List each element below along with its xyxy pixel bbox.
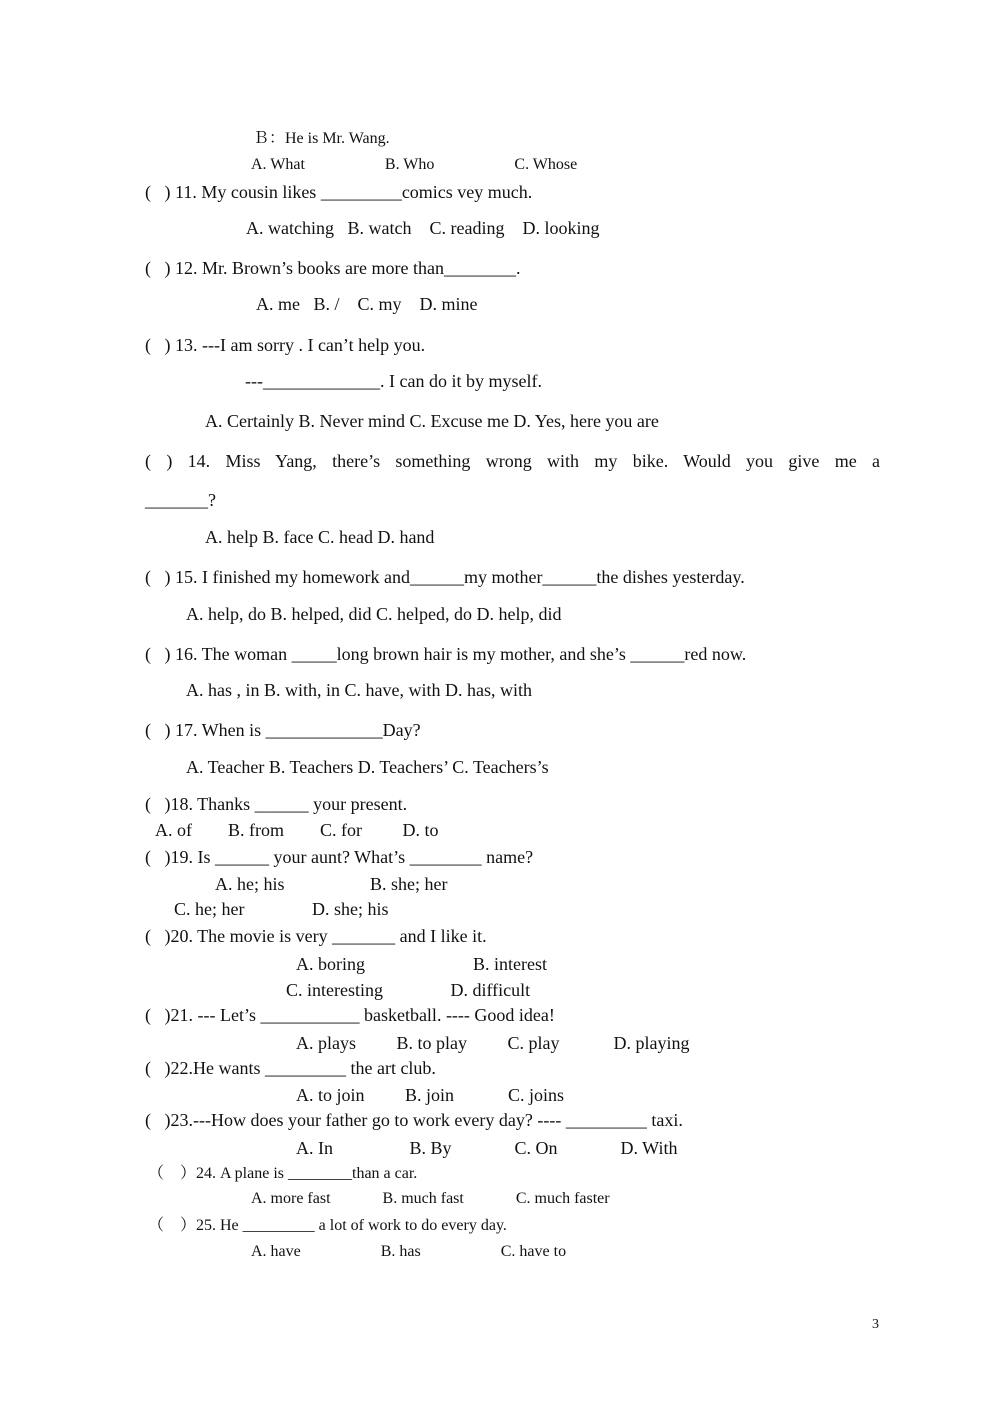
options-q23: A. In B. By C. On D. With	[296, 1138, 678, 1158]
question-22: ( )22.He wants _________ the art club.	[145, 1058, 436, 1078]
options-q24: A. more fast B. much fast C. much faster	[251, 1190, 610, 1207]
question-13: ( ) 13. ---I am sorry . I can’t help you.	[145, 335, 426, 355]
question-24: （ ）24. A plane is ________than a car.	[148, 1165, 418, 1182]
page-number: 3	[872, 1317, 879, 1332]
options-q15: A. help, do B. helped, did C. helped, do D. help, did	[186, 604, 562, 624]
question-14: ( ) 14. Miss Yang, there’s something wrong with my bike. Would you give me a	[145, 451, 880, 471]
question-17: ( ) 17. When is _____________Day?	[145, 720, 421, 740]
options-q21: A. plays B. to play C. play D. playing	[296, 1033, 690, 1053]
options-q18: A. of B. from C. for D. to	[155, 820, 439, 840]
question-16: ( ) 16. The woman _____long brown hair is my mother, and she’s ______red now.	[145, 644, 747, 664]
question-12: ( ) 12. Mr. Brown’s books are more than________.	[145, 258, 521, 278]
options-q17: A. Teacher B. Teachers D. Teachers’ C. Teachers’s	[186, 757, 549, 777]
options-q25: A. have B. has C. have to	[251, 1243, 567, 1260]
options-q13: A. Certainly B. Never mind C. Excuse me D. Yes, here you are	[205, 411, 659, 431]
question-21: ( )21. --- Let’s ___________ basketball. ---- Good idea!	[145, 1005, 555, 1025]
options-q12: A. me B. / C. my D. mine	[256, 294, 478, 314]
options-q16: A. has , in B. with, in C. have, with D. has, with	[186, 680, 532, 700]
options-q20-row2: C. interesting D. difficult	[286, 980, 531, 1000]
options-q19-row2: C. he; her D. she; his	[174, 899, 389, 919]
options-q11: A. watching B. watch C. reading D. looking	[246, 218, 600, 238]
options-q19-row1: A. he; his B. she; her	[215, 874, 448, 894]
question-19: ( )19. Is ______ your aunt? What’s ________ name?	[145, 847, 534, 867]
question-14-blank: _______?	[145, 490, 216, 510]
options-q20-row1: A. boring B. interest	[296, 954, 547, 974]
options-q22: A. to join B. join C. joins	[296, 1085, 565, 1105]
options-q10: A. What B. Who C. Whose	[251, 156, 578, 173]
question-25: （ ）25. He _________ a lot of work to do every day.	[148, 1217, 507, 1234]
question-18: ( )18. Thanks ______ your present.	[145, 794, 408, 814]
question-15: ( ) 15. I finished my homework and______my mother______the dishes yesterday.	[145, 567, 745, 587]
question-11: ( ) 11. My cousin likes _________comics vey much.	[145, 182, 533, 202]
question-20: ( )20. The movie is very _______ and I like it.	[145, 926, 487, 946]
question-13-reply: ---_____________. I can do it by myself.	[245, 371, 542, 391]
answer-line-b: Ｂ：He is Mr. Wang.	[253, 130, 390, 147]
options-q14: A. help B. face C. head D. hand	[205, 527, 435, 547]
question-23: ( )23.---How does your father go to work every day? ---- _________ taxi.	[145, 1110, 683, 1130]
